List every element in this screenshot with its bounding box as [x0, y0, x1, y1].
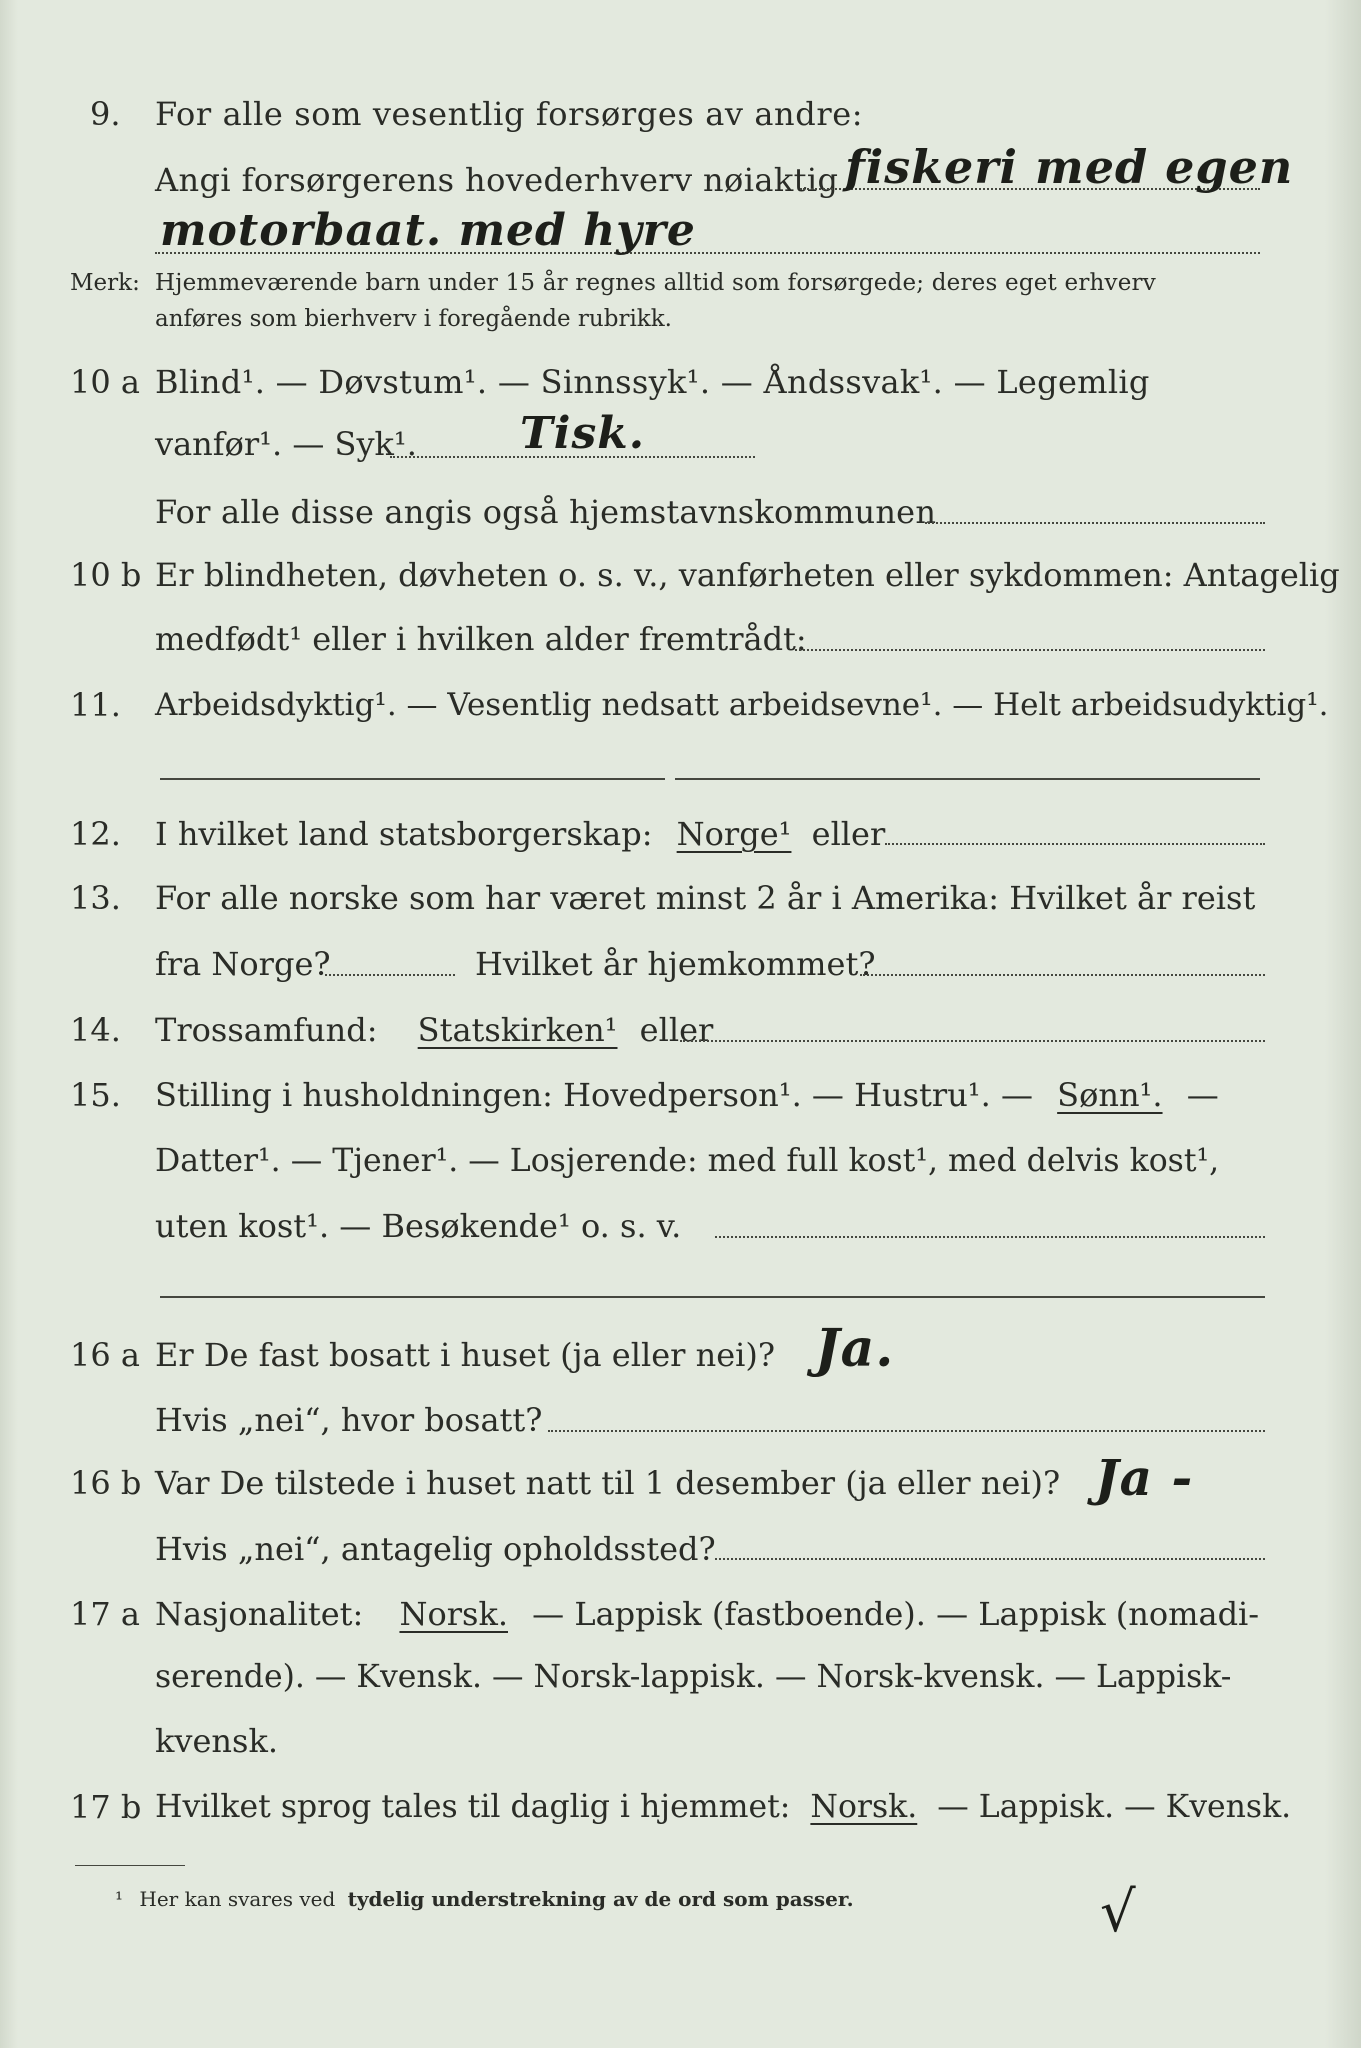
q14-answer-line	[680, 1040, 1265, 1042]
q16b-line2: Hvis „nei“, antagelig opholdssted?	[155, 1530, 716, 1568]
q16a-line1: Er De fast bosatt i huset (ja eller nei)?	[155, 1336, 776, 1374]
q15-line2: Datter¹. — Tjener¹. — Losjerende: med full kost¹, med delvis kost¹,	[155, 1143, 1220, 1179]
q17b-pre: Hvilket sprog tales til daglig i hjemmet:	[155, 1789, 791, 1825]
q11-answer-line-b	[675, 778, 1260, 780]
q14-line	[155, 1010, 713, 1050]
q15-number: 15.	[70, 1076, 121, 1114]
q9-line1: For alle som vesentlig forsørges av andre:	[155, 95, 864, 133]
q17a-line2: serende). — Kvensk. — Norsk-lappisk. — Norsk-kvensk. — Lappisk-	[155, 1659, 1232, 1695]
q10b-line1: Er blindheten, døvheten o. s. v., vanførheten eller sykdommen: Antagelig	[155, 556, 1340, 594]
q17b-line	[155, 1787, 1291, 1827]
q13-number: 13.	[70, 879, 121, 917]
q10a-line1: Blind¹. — Døvstum¹. — Sinnssyk¹. — Åndssvak¹. — Legemlig	[155, 363, 1150, 401]
q12-line	[155, 814, 885, 854]
q17b-number: 17 b	[70, 1788, 142, 1826]
q10a-line2: vanfør¹. — Syk¹.	[155, 425, 417, 463]
q16a-answer: Ja.	[815, 1318, 895, 1379]
q16a-answer-line	[548, 1430, 1265, 1432]
q10b-answer-line	[795, 649, 1265, 651]
q15-answer-line	[715, 1236, 1265, 1238]
q13-line2b: Hvilket år hjemkommet?	[475, 945, 876, 983]
q15-line1	[155, 1075, 1219, 1115]
q17b-norsk: Norsk.	[810, 1789, 918, 1825]
q11-line1: Arbeidsdyktig¹. — Vesentlig nedsatt arbeidsevne¹. — Helt arbeidsudyktig¹.	[155, 687, 1329, 723]
q12-post: eller	[811, 815, 886, 853]
q12-norge: Norge¹	[676, 815, 792, 853]
q10a-number: 10 a	[70, 363, 140, 401]
q14-number: 14.	[70, 1011, 121, 1049]
q17a-line1	[155, 1594, 1259, 1634]
footnote-text: Her kan svares ved	[139, 1887, 336, 1911]
q15-line3: uten kost¹. — Besøkende¹ o. s. v.	[155, 1207, 682, 1245]
page-edge-left	[0, 0, 18, 2048]
q16b-answer-line	[715, 1558, 1265, 1560]
q17a-pre: Nasjonalitet:	[155, 1595, 364, 1633]
merk-line2: anføres som bierhverv i foregående rubrikk.	[155, 306, 672, 332]
q16b-line1: Var De tilstede i huset natt til 1 desember (ja eller nei)?	[155, 1464, 1061, 1502]
page-edge-right	[1325, 0, 1361, 2048]
q10a-answer: Tisk.	[520, 408, 646, 459]
q15-sonn: Sønn¹.	[1057, 1076, 1163, 1114]
footnote-rule	[75, 1865, 185, 1866]
q16a-number: 16 a	[70, 1336, 140, 1374]
q14-pre: Trossamfund:	[155, 1011, 378, 1049]
q12-answer-line	[885, 843, 1265, 845]
q16a-line2: Hvis „nei“, hvor bosatt?	[155, 1401, 543, 1439]
q10a-line3: For alle disse angis også hjemstavnskommunen	[155, 493, 937, 531]
q13-year-returned-line	[860, 974, 1265, 976]
q13-year-left-line	[325, 974, 455, 976]
q15-separator	[160, 1296, 1265, 1298]
q12-pre: I hvilket land statsborgerskap:	[155, 815, 653, 853]
q17a-line1-rest: — Lappisk (fastboende). — Lappisk (nomadi-	[532, 1595, 1260, 1633]
footnote	[115, 1886, 854, 1912]
q9-answer2: motorbaat. med hyre	[160, 205, 696, 256]
q14-statskirken: Statskirken¹	[417, 1011, 618, 1049]
q13-line2a: fra Norge?	[155, 945, 331, 983]
q9-answer1: fiskeri med egen	[845, 140, 1294, 194]
q11-number: 11.	[70, 686, 121, 724]
merk-line1: Hjemmeværende barn under 15 år regnes alltid som forsørgede; deres eget erhverv	[155, 270, 1156, 296]
q17a-norsk: Norsk.	[399, 1595, 508, 1633]
q16b-answer: Ja -	[1095, 1448, 1194, 1507]
q17a-number: 17 a	[70, 1595, 140, 1633]
check-mark: √	[1100, 1880, 1137, 1945]
q12-number: 12.	[70, 815, 121, 853]
footnote-mark: ¹	[115, 1887, 124, 1911]
q16b-number: 16 b	[70, 1464, 142, 1502]
merk-label: Merk:	[70, 270, 140, 296]
q13-line1: For alle norske som har været minst 2 år i Amerika: Hvilket år reist	[155, 879, 1256, 917]
footnote-bold-text: tydelig understrekning av de ord som passer.	[347, 1887, 854, 1911]
q14-post: eller	[639, 1011, 714, 1049]
q15-line1-text: Stilling i husholdningen: Hovedperson¹. — Hustru¹. —	[155, 1076, 1033, 1114]
q17b-post: — Lappisk. — Kvensk.	[937, 1789, 1292, 1825]
q10a-hometown-line	[925, 522, 1265, 524]
q11-answer-line-a	[160, 778, 665, 780]
q15-line1-end: —	[1186, 1076, 1219, 1114]
q10b-line2: medfødt¹ eller i hvilken alder fremtrådt:	[155, 620, 807, 658]
q9-number: 9.	[90, 95, 121, 133]
q9-line2: Angi forsørgerens hovederhverv nøiaktig	[155, 161, 839, 199]
q17a-line3: kvensk.	[155, 1722, 278, 1760]
q10b-number: 10 b	[70, 556, 142, 594]
